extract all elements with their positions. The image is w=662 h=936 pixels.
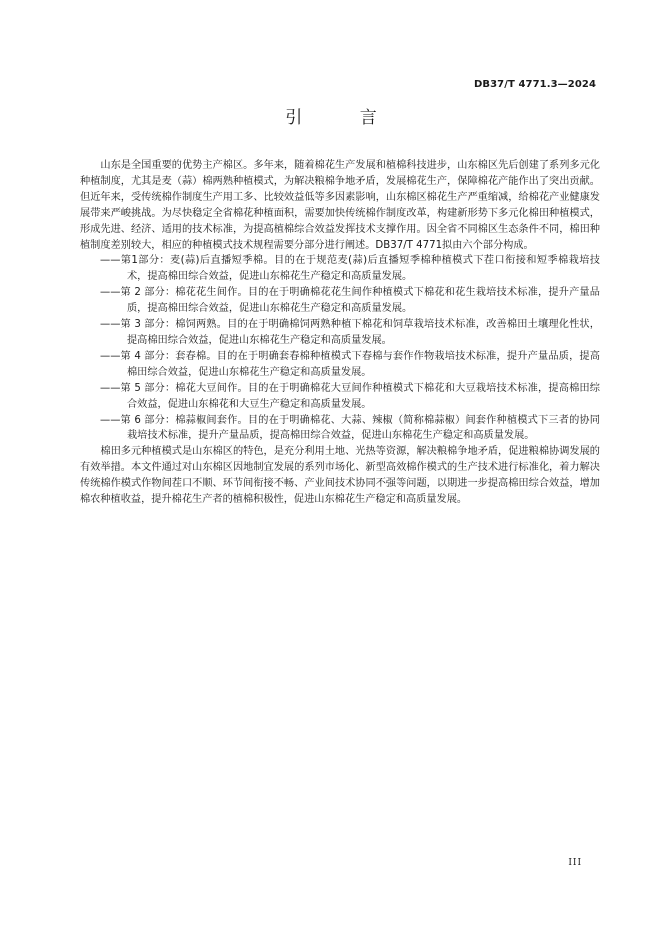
part-item-3: ——第 3 部分：棉饲两熟。目的在于明确棉饲两熟种植下棉花和饲草栽培技术标准，改善棉田土壤理化性状，提高棉田综合效益，促进山东棉花生产稳定和高质量发展。 [100, 319, 600, 346]
section-title: 引 言 [285, 108, 403, 128]
standard-code: DB37/T 4771.3—2024 [473, 79, 596, 90]
closing-paragraph: 棉田多元种植模式是山东棉区的特色，是充分利用土地、光热等资源，解决粮棉争地矛盾，促进粮棉协调发展的有效举措。本文件通过对山东棉区因地制宜发展的系列市场化、新型高效棉作模式的生产技术进行标准化，着力解决传统棉作模式作物间茬口不顺、环节间衔接不畅、产业间技术协同不强等问题，以期进一步提高棉田综合效益，增加棉农种植收益，提升棉花生产者的植棉积极性，促进山东棉花生产稳定和高质量发展。 [80, 446, 600, 506]
intro-paragraph: 山东是全国重要的优势主产棉区。多年来，随着棉花生产发展和植棉科技进步，山东棉区先后创建了系列多元化种植制度，尤其是麦（蒜）棉两熟种植模式，为解决粮棉争地矛盾，发展棉花生产，保障棉花产能作出了突出贡献。但近年来，受传统棉作制度生产用工多、比较效益低等多因素影响，山东棉区棉花生产严重缩减，给棉花产业健康发展带来严峻挑战。为尽快稳定全省棉花种植面积，需要加快传统棉作制度改革，构建新形势下多元化棉田种植模式，形成先进、经济、适用的技术标准，为提高植棉综合效益发挥技术支撑作用。因全省不同棉区生态条件不同，棉田种植制度差别较大，相应的种植模式技术规程需要分部分进行阐述。DB37/T 4771拟由六个部分构成。 [80, 160, 600, 251]
part-item-1: ——第1部分：麦(蒜)后直播短季棉。目的在于规范麦(蒜)后直播短季棉种植模式下茬口衔接和短季棉栽培技术，提高棉田综合效益，促进山东棉花生产稳定和高质量发展。 [100, 255, 600, 283]
body-text [80, 158, 600, 508]
page-number: III [568, 858, 582, 868]
part-item-6: ——第 6 部分：棉蒜椒间套作。目的在于明确棉花、大蒜、辣椒（简称棉蒜椒）间套作种植模式下三者的协同栽培技术标准，提升产量品质，提高棉田综合效益，促进山东棉花生产稳定和高质量发展。 [100, 414, 600, 442]
part-item-2: ——第 2 部分：棉花花生间作。目的在于明确棉花花生间作种植模式下棉花和花生栽培技术标准，提升产量品质，提高棉田综合效益，促进山东棉花生产稳定和高质量发展。 [100, 287, 600, 315]
part-item-4: ——第 4 部分：套春棉。目的在于明确套春棉种植模式下春棉与套作作物栽培技术标准，提升产量品质，提高棉田综合效益，促进山东棉花生产稳定和高质量发展。 [100, 350, 600, 378]
part-item-5: ——第 5 部分：棉花大豆间作。目的在于明确棉花大豆间作种植模式下棉花和大豆栽培技术标准，提高棉田综合效益，促进山东棉花和大豆生产稳定和高质量发展。 [100, 382, 600, 410]
